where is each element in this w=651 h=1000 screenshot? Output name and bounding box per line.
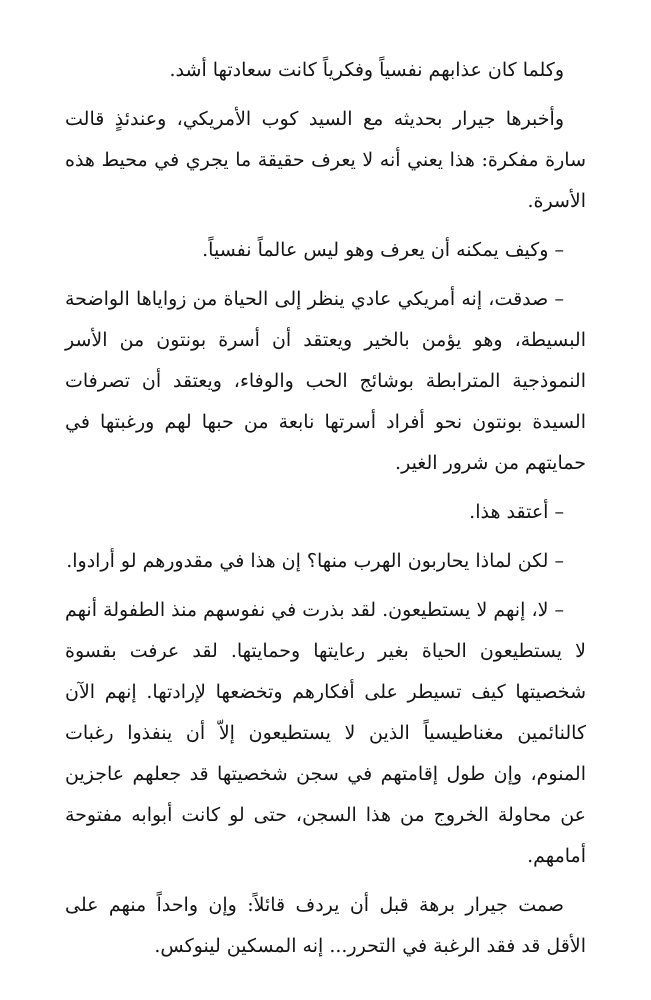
page-body	[65, 50, 586, 975]
dialogue-line: – لا، إنهم لا يستطيعون. لقد بذرت في نفوسهم منذ الطفولة أنهم لا يستطيعون الحياة بغير رعايتها وحمايتها. لقد عرفت بقسوة شخصيتها كيف تسيطر على أفكارهم وتخضعها لإرادتها. إنهم الآن كالنائمين مغناطيسياً الذين لا يستطيعون إلاّ أن ينفذوا رغبات المنوم، وإن طول إقامتهم في سجن شخصيتها قد جعلهم عاجزين عن محاولة الخروج من هذا السجن، حتى لو كانت أبوابه مفتوحة أمامهم.	[65, 599, 586, 867]
dialogue-line: – لكن لماذا يحاربون الهرب منها؟ إن هذا في مقدورهم لو أرادوا.	[66, 550, 564, 572]
paragraph: وأخبرها جيرار بحديثه مع السيد كوب الأمريكي، وعندئذٍ قالت سارة مفكرة: هذا يعني أنه لا يعرف حقيقة ما يجري في محيط هذه الأسرة.	[65, 108, 586, 212]
dialogue-line: – أعتقد هذا.	[469, 501, 564, 523]
dialogue-line: – صدقت، إنه أمريكي عادي ينظر إلى الحياة من زواياها الواضحة البسيطة، وهو يؤمن بالخير ويعتقد أن أسرة بونتون من الأسر النموذجية المترابطة بوشائج الحب والوفاء، ويعتقد أن تصرفات السيدة بونتون نحو أفراد أسرتها نابعة من حبها لهم ورغبتها في حمايتهم من شرور الغير.	[65, 288, 586, 474]
paragraph: صمت جيرار برهة قبل أن يردف قائلاً: وإن واحداً منهم على الأقل قد فقد الرغبة في التحرر... إنه المسكين لينوكس.	[65, 894, 586, 957]
paragraph: وكلما كان عذابهم نفسياً وفكرياً كانت سعادتها أشد.	[169, 59, 564, 81]
dialogue-line: – وكيف يمكنه أن يعرف وهو ليس عالماً نفسياً.	[202, 239, 564, 261]
